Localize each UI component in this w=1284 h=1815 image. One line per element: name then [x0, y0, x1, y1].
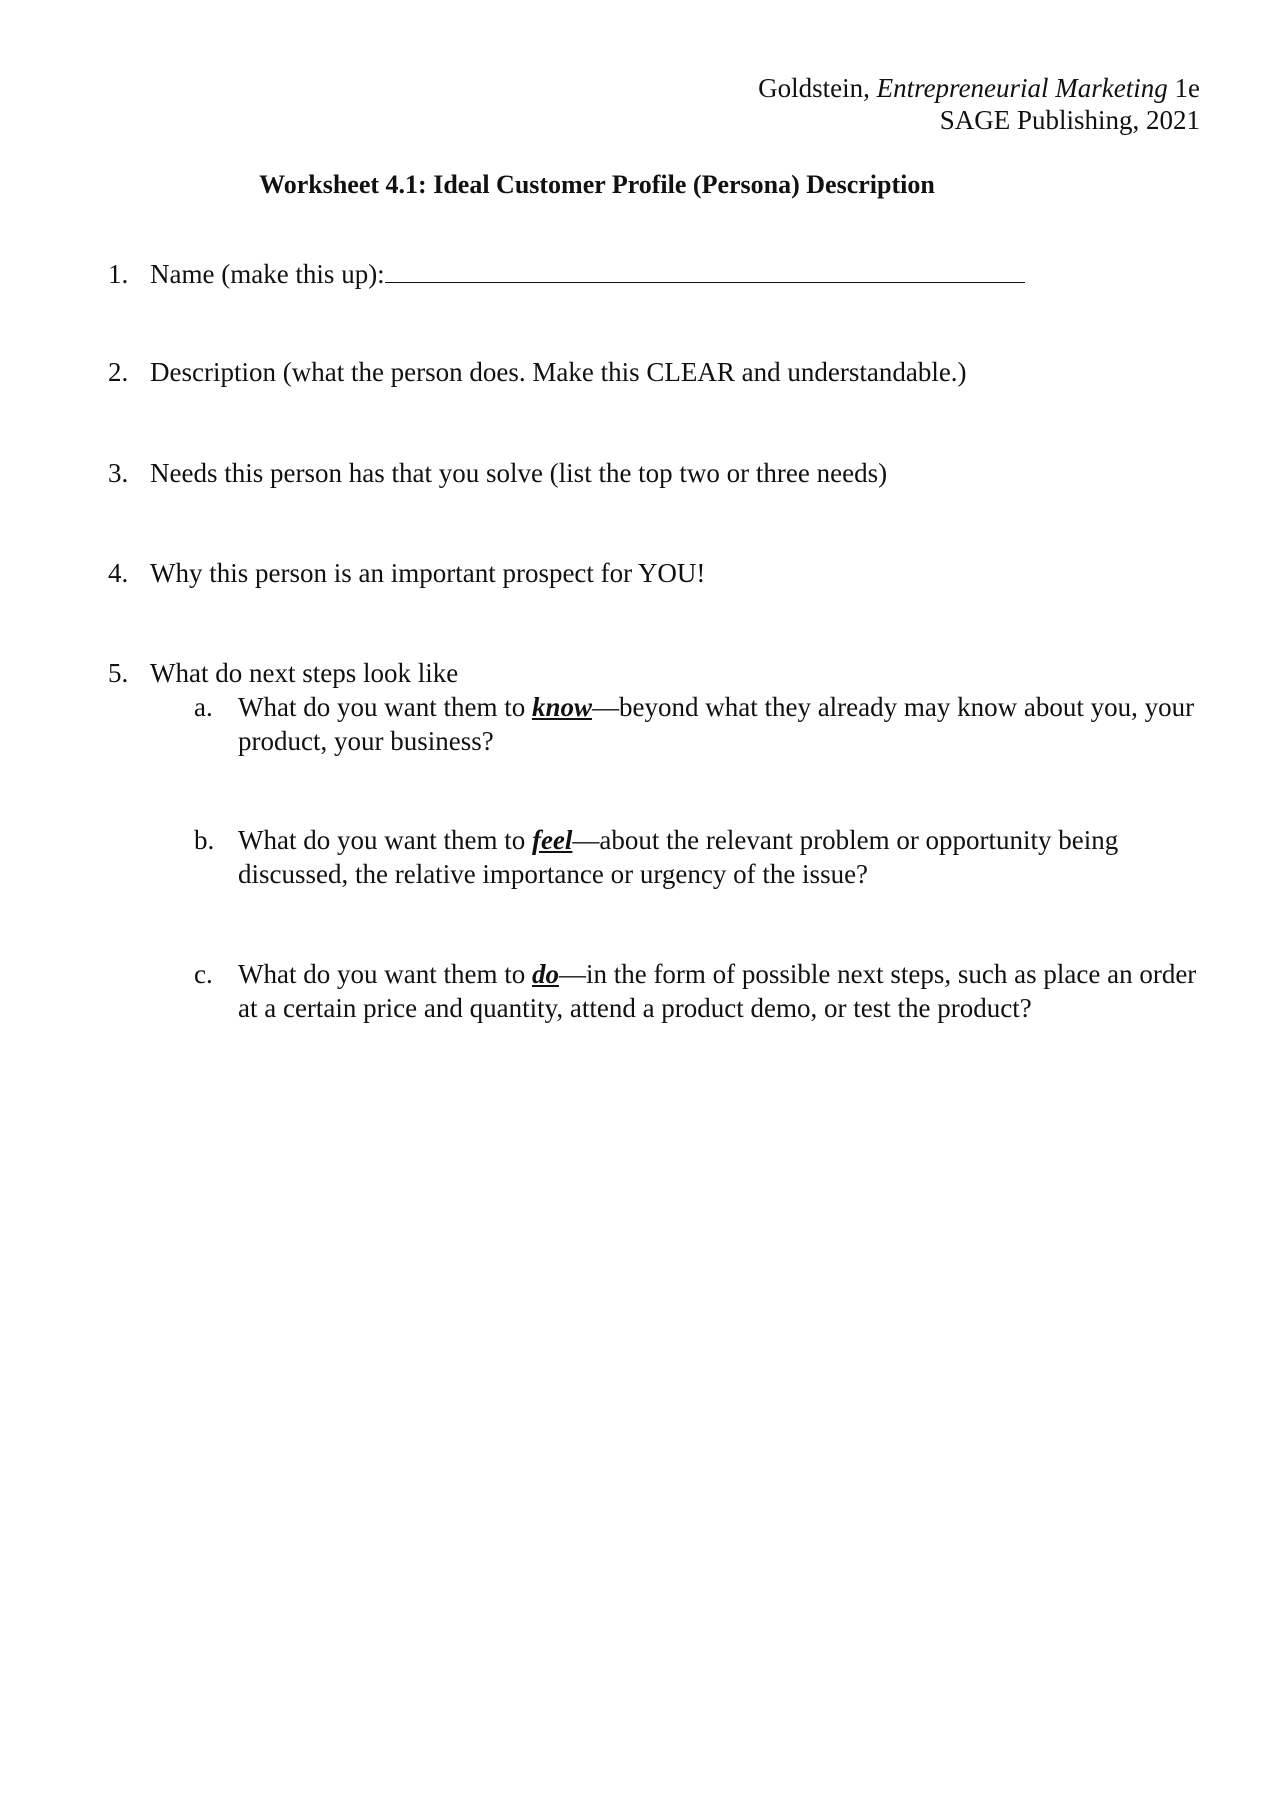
keyword-know: know [531, 692, 592, 722]
question-3: 3. Needs this person has that you solve (list the top two or three needs) [108, 458, 888, 488]
header-author: Goldstein, [758, 73, 877, 103]
page-header [758, 72, 1200, 136]
question-4-text: Why this person is an important prospect for YOU! [150, 558, 706, 588]
subquestion-b: b. What do you want them to feel—about the relevant problem or opportunity being discussed, the relative importance or urgency of the issue? [194, 825, 1119, 889]
keyword-feel: feel [531, 825, 573, 855]
question-1-text: Name (make this up): [150, 259, 385, 289]
worksheet-title: Worksheet 4.1: Ideal Customer Profile (Persona) Description [259, 170, 935, 199]
name-blank-line[interactable] [385, 254, 1025, 283]
header-book-title: Entrepreneurial Marketing [876, 73, 1168, 103]
subquestion-c: c. What do you want them to do—in the form of possible next steps, such as place an order at a certain price and quantity, attend a product demo, or test the product? [194, 959, 1197, 1023]
question-2-text: Description (what the person does. Make this CLEAR and understandable.) [150, 357, 967, 387]
header-citation-line [758, 72, 1200, 104]
header-publisher: SAGE Publishing, 2021 [939, 105, 1200, 135]
question-4: 4. Why this person is an important prospect for YOU! [108, 558, 706, 588]
keyword-do: do [531, 959, 559, 989]
subquestion-a: a. What do you want them to know—beyond what they already may know about you, your product, your business? [194, 692, 1195, 756]
question-5: 5. What do next steps look like [108, 658, 459, 688]
question-2: 2. Description (what the person does. Make this CLEAR and understandable.) [108, 357, 967, 387]
question-1: 1. Name (make this up): [108, 254, 1025, 291]
question-5-text: What do next steps look like [150, 658, 459, 688]
question-3-text: Needs this person has that you solve (list the top two or three needs) [150, 458, 888, 488]
header-edition: 1e [1167, 73, 1200, 103]
